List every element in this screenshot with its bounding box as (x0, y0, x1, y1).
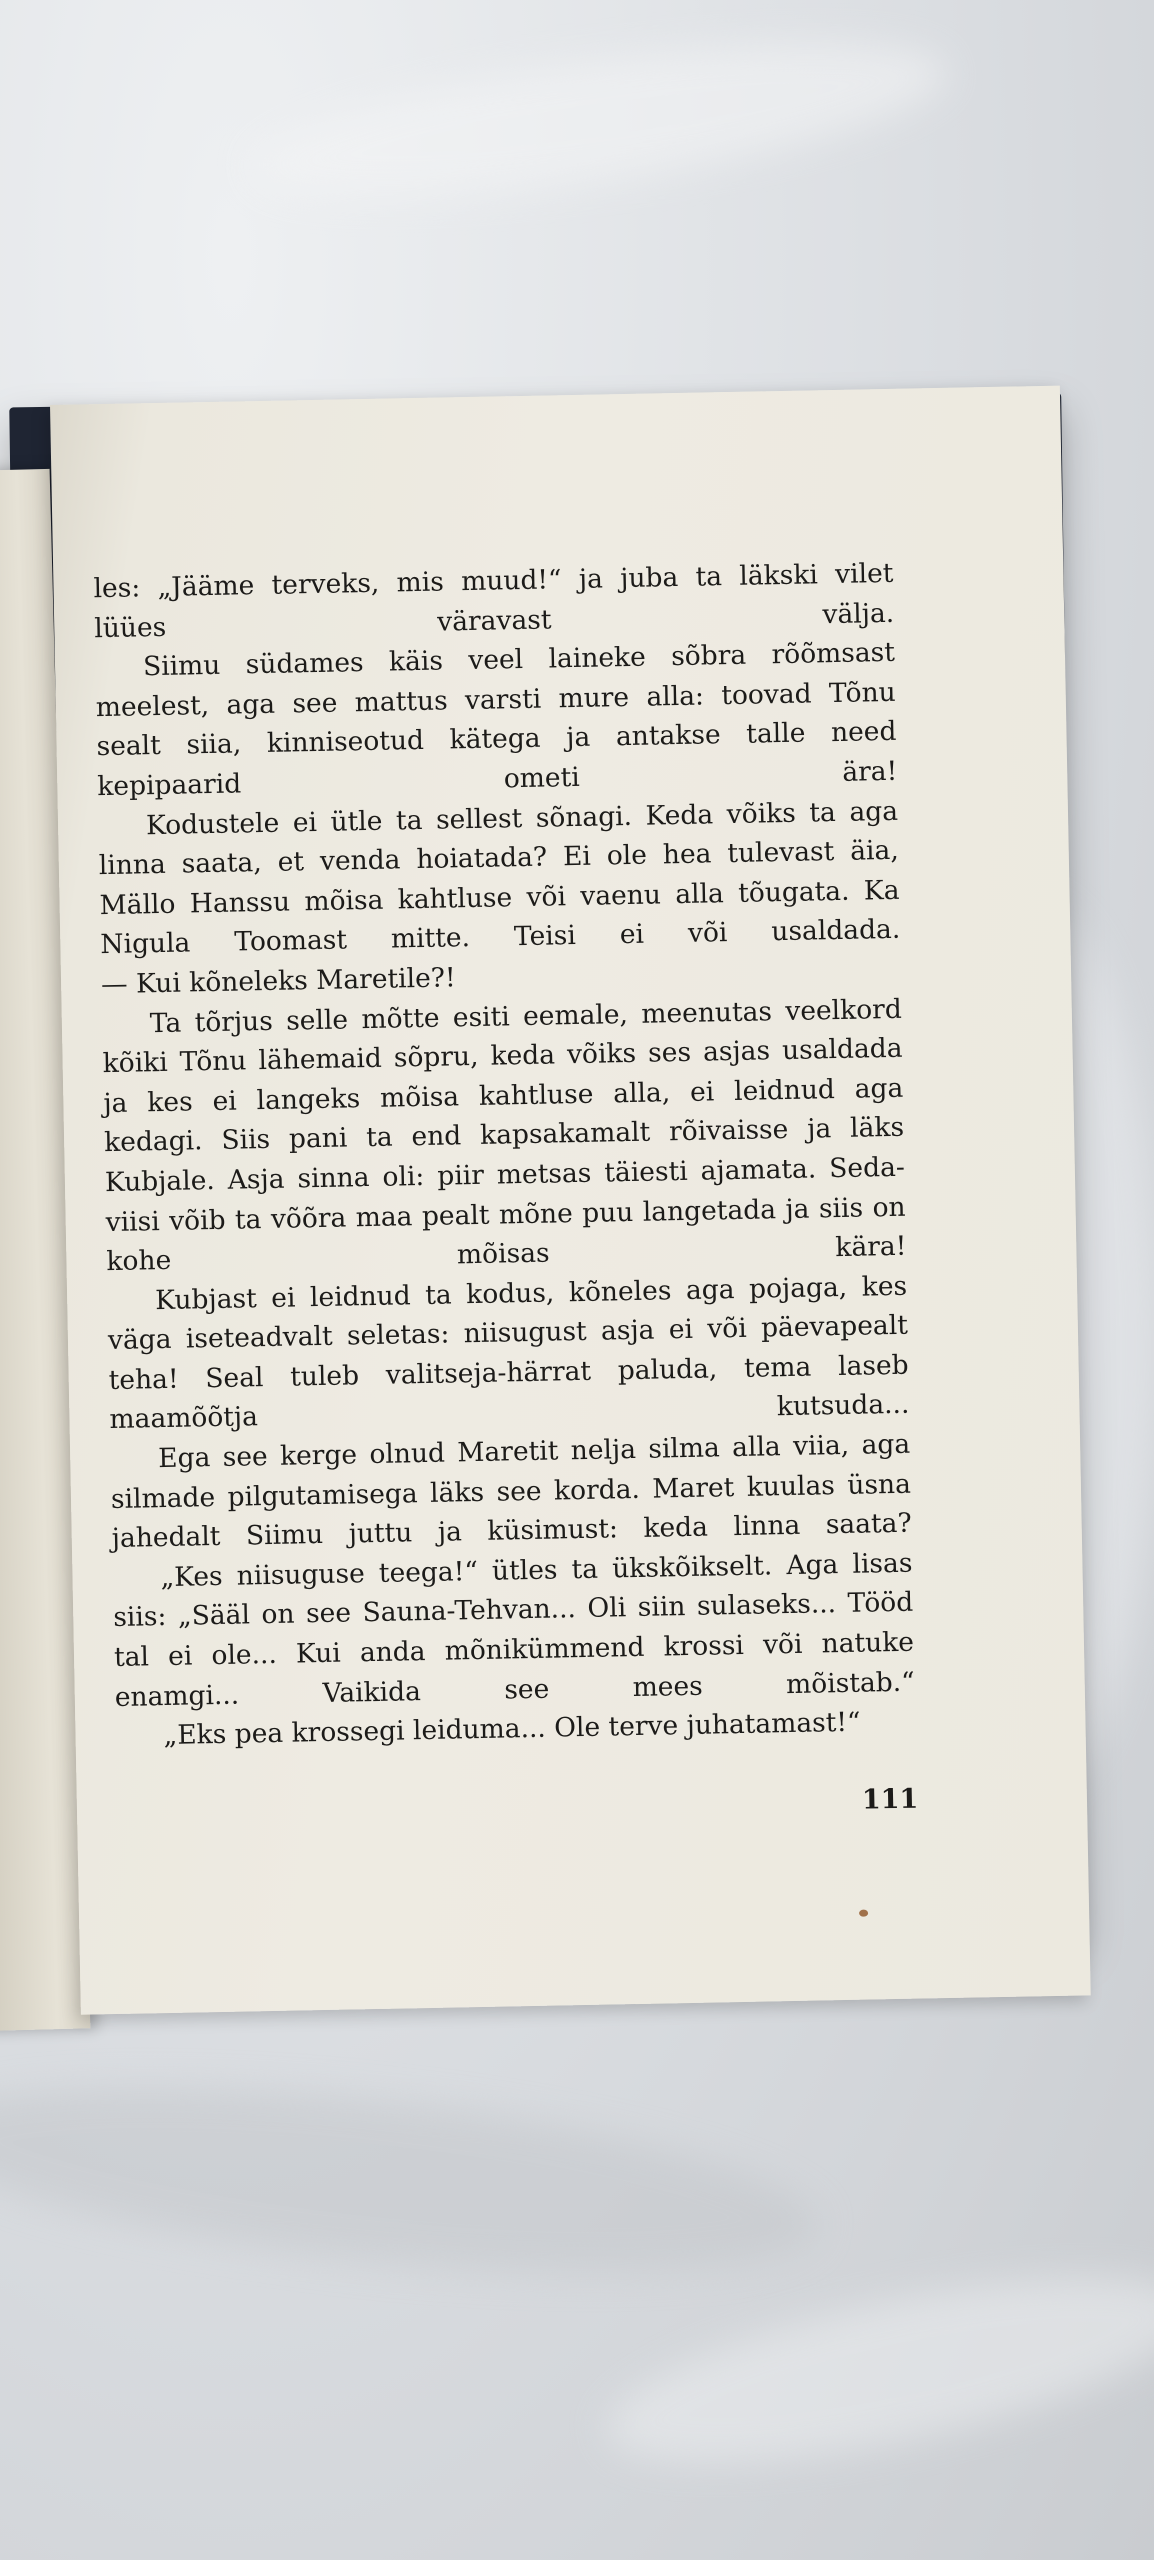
cloth-shadow (0, 2053, 826, 2306)
page-number: 111 (861, 1783, 919, 1816)
paragraph: Siimu südames käis veel laineke sõbra rõõmsast meelest, aga see mattus varsti mure alla: toovad Tõnu sealt siia, kinniseotud kätega ja antakse talle need kepipaarid ometi ära! (95, 637, 898, 803)
paragraph: „Eks pea krossegi leiduma... Ole terve juhatamast!“ (163, 1706, 861, 1752)
paragraph: Kodustele ei ütle ta sellest sõnagi. Keda võiks ta aga linna saata, et venda hoiatada? Ei ole hea tulevast äia, Mällo Hanssu mõisa kahtluse või vaenu alla tõugata. Ka Nigula Toomast mitte. Teisi ei või usaldada. (98, 795, 901, 961)
paragraph: Ta tõrjus selle mõtte esiti eemale, meenutas veelkord kõiki Tõnu lähemaid sõpru, keda võiks ses asjas usaldada ja kes ei langeks mõisa kahtluse alla, ei leidnud aga kedagi. Siis pani ta end kapsakamalt rõivaisse ja läks Kubjale. Asja sinna oli: piir metsas täiesti ajamata. Seda-viisi võib ta võõra maa pealt mõne puu langetada ja siis on kohe mõisas kära! (102, 993, 907, 1278)
paragraph: les: „Jääme terveks, mis muud!“ ja juba ta läkski vilet lüües väravast välja. (93, 557, 895, 644)
paragraph: Kubjast ei leidnud ta kodus, kõneles aga pojaga, kes väga iseteadvalt seletas: niisugust asja ei või päevapealt teha! Seal tuleb valitseja-härrat paluda, tema laseb maamõõtja kutsuda... (107, 1270, 910, 1436)
cloth-highlight (245, 12, 955, 228)
paragraph: Ega see kerge olnud Maretit nelja silma alla viia, aga silmade pilgutamisega läks see korda. Maret kuulas üsna jahedalt Siimu juttu ja küsimust: keda linna saata? (110, 1428, 912, 1555)
paragraph: „Kes niisuguse teega!“ ütles ta ükskõikselt. Aga lisas siis: „Sääl on see Sauna-Tehvan... Oli siin sulaseks... Tööd tal ei ole... Kui anda mõnikümmend krossi või natuke enamgi... Vaikida see mees mõistab.“ (112, 1547, 915, 1713)
book-page (50, 386, 1091, 2015)
paragraph: — Kui kõneleks Maretile?! (100, 962, 456, 1001)
paper-speck (859, 1910, 868, 1917)
page-text (93, 554, 916, 1757)
cloth-highlight (592, 2239, 1154, 2501)
